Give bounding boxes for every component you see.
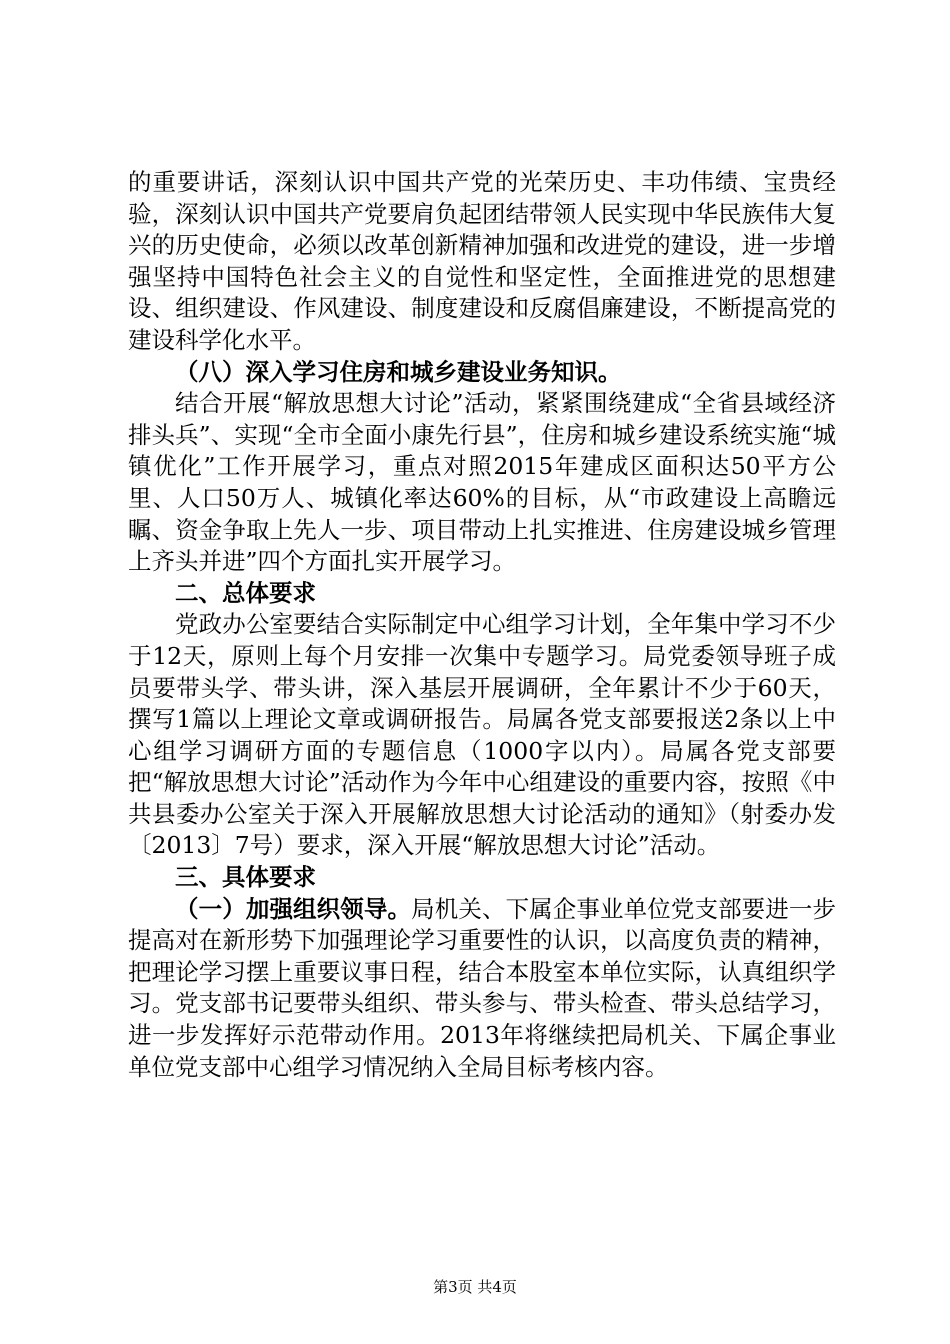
section-heading-specific-requirements: 三、具体要求 xyxy=(175,863,316,892)
paragraph-continuation: 的重要讲话，深刻认识中国共产党的光荣历史、丰功伟绩、宝贵经验，深刻认识中国共产党要肩负起团结带领人民实现中华民族伟大复兴的历史使命，必须以改革创新精神加强和改进党的建设，进一步增强坚持中国特色社会主义的自觉性和坚定性，全面推进党的思想建设、组织建设、作风建设、制度建设和反腐倡廉建设，不断提高党的建设科学化水平。 xyxy=(128,168,836,354)
inline-heading-organization: （一）加强组织领导。 xyxy=(175,894,412,923)
paragraph-general-requirements: 党政办公室要结合实际制定中心组学习计划，全年集中学习不少于12天，原则上每个月安排一次集中专题学习。局党委领导班子成员要带头学、带头讲，深入基层开展调研，全年累计不少于60天，撰写1篇以上理论文章或调研报告。局属各党支部要报送2条以上中心组学习调研方面的专题信息（1000字以内）。局属各党支部要把“解放思想大讨论”活动作为今年中心组建设的重要内容，按照《中共县委办公室关于深入开展解放思想大讨论活动的通知》（射委办发〔2013〕7号）要求，深入开展“解放思想大讨论”活动。 xyxy=(128,610,836,860)
paragraph-organization-text: 局机关、下属企事业单位党支部要进一步提高对在新形势下加强理论学习重要性的认识，以高度负责的精神，把理论学习摆上重要议事日程，结合本股室本单位实际，认真组织学习。党支部书记要带头组织、带头参与、带头检查、带头总结学习，进一步发挥好示范带动作用。2013年将继续把局机关、下属企事业单位党支部中心组学习情况纳入全局目标考核内容。 xyxy=(128,894,837,1081)
paragraph-organization-leadership xyxy=(128,894,836,1084)
section-heading-8: （八）深入学习住房和城乡建设业务知识。 xyxy=(175,357,622,386)
paragraph-housing-study: 结合开展“解放思想大讨论”活动，紧紧围绕建成“全省县域经济排头兵”、实现“全市全面小康先行县”，住房和城乡建设系统实施“城镇优化”工作开展学习，重点对照2015年建成区面积达50平方公里、人口50万人、城镇化率达60%的目标，从“市政建设上高瞻远瞩、资金争取上先人一步、项目带动上扎实推进、住房建设城乡管理上齐头并进”四个方面扎实开展学习。 xyxy=(128,389,836,576)
page-footer: 第3页 共4页 xyxy=(433,1278,517,1296)
section-heading-general-requirements: 二、总体要求 xyxy=(175,578,316,607)
document-body xyxy=(128,167,836,1083)
